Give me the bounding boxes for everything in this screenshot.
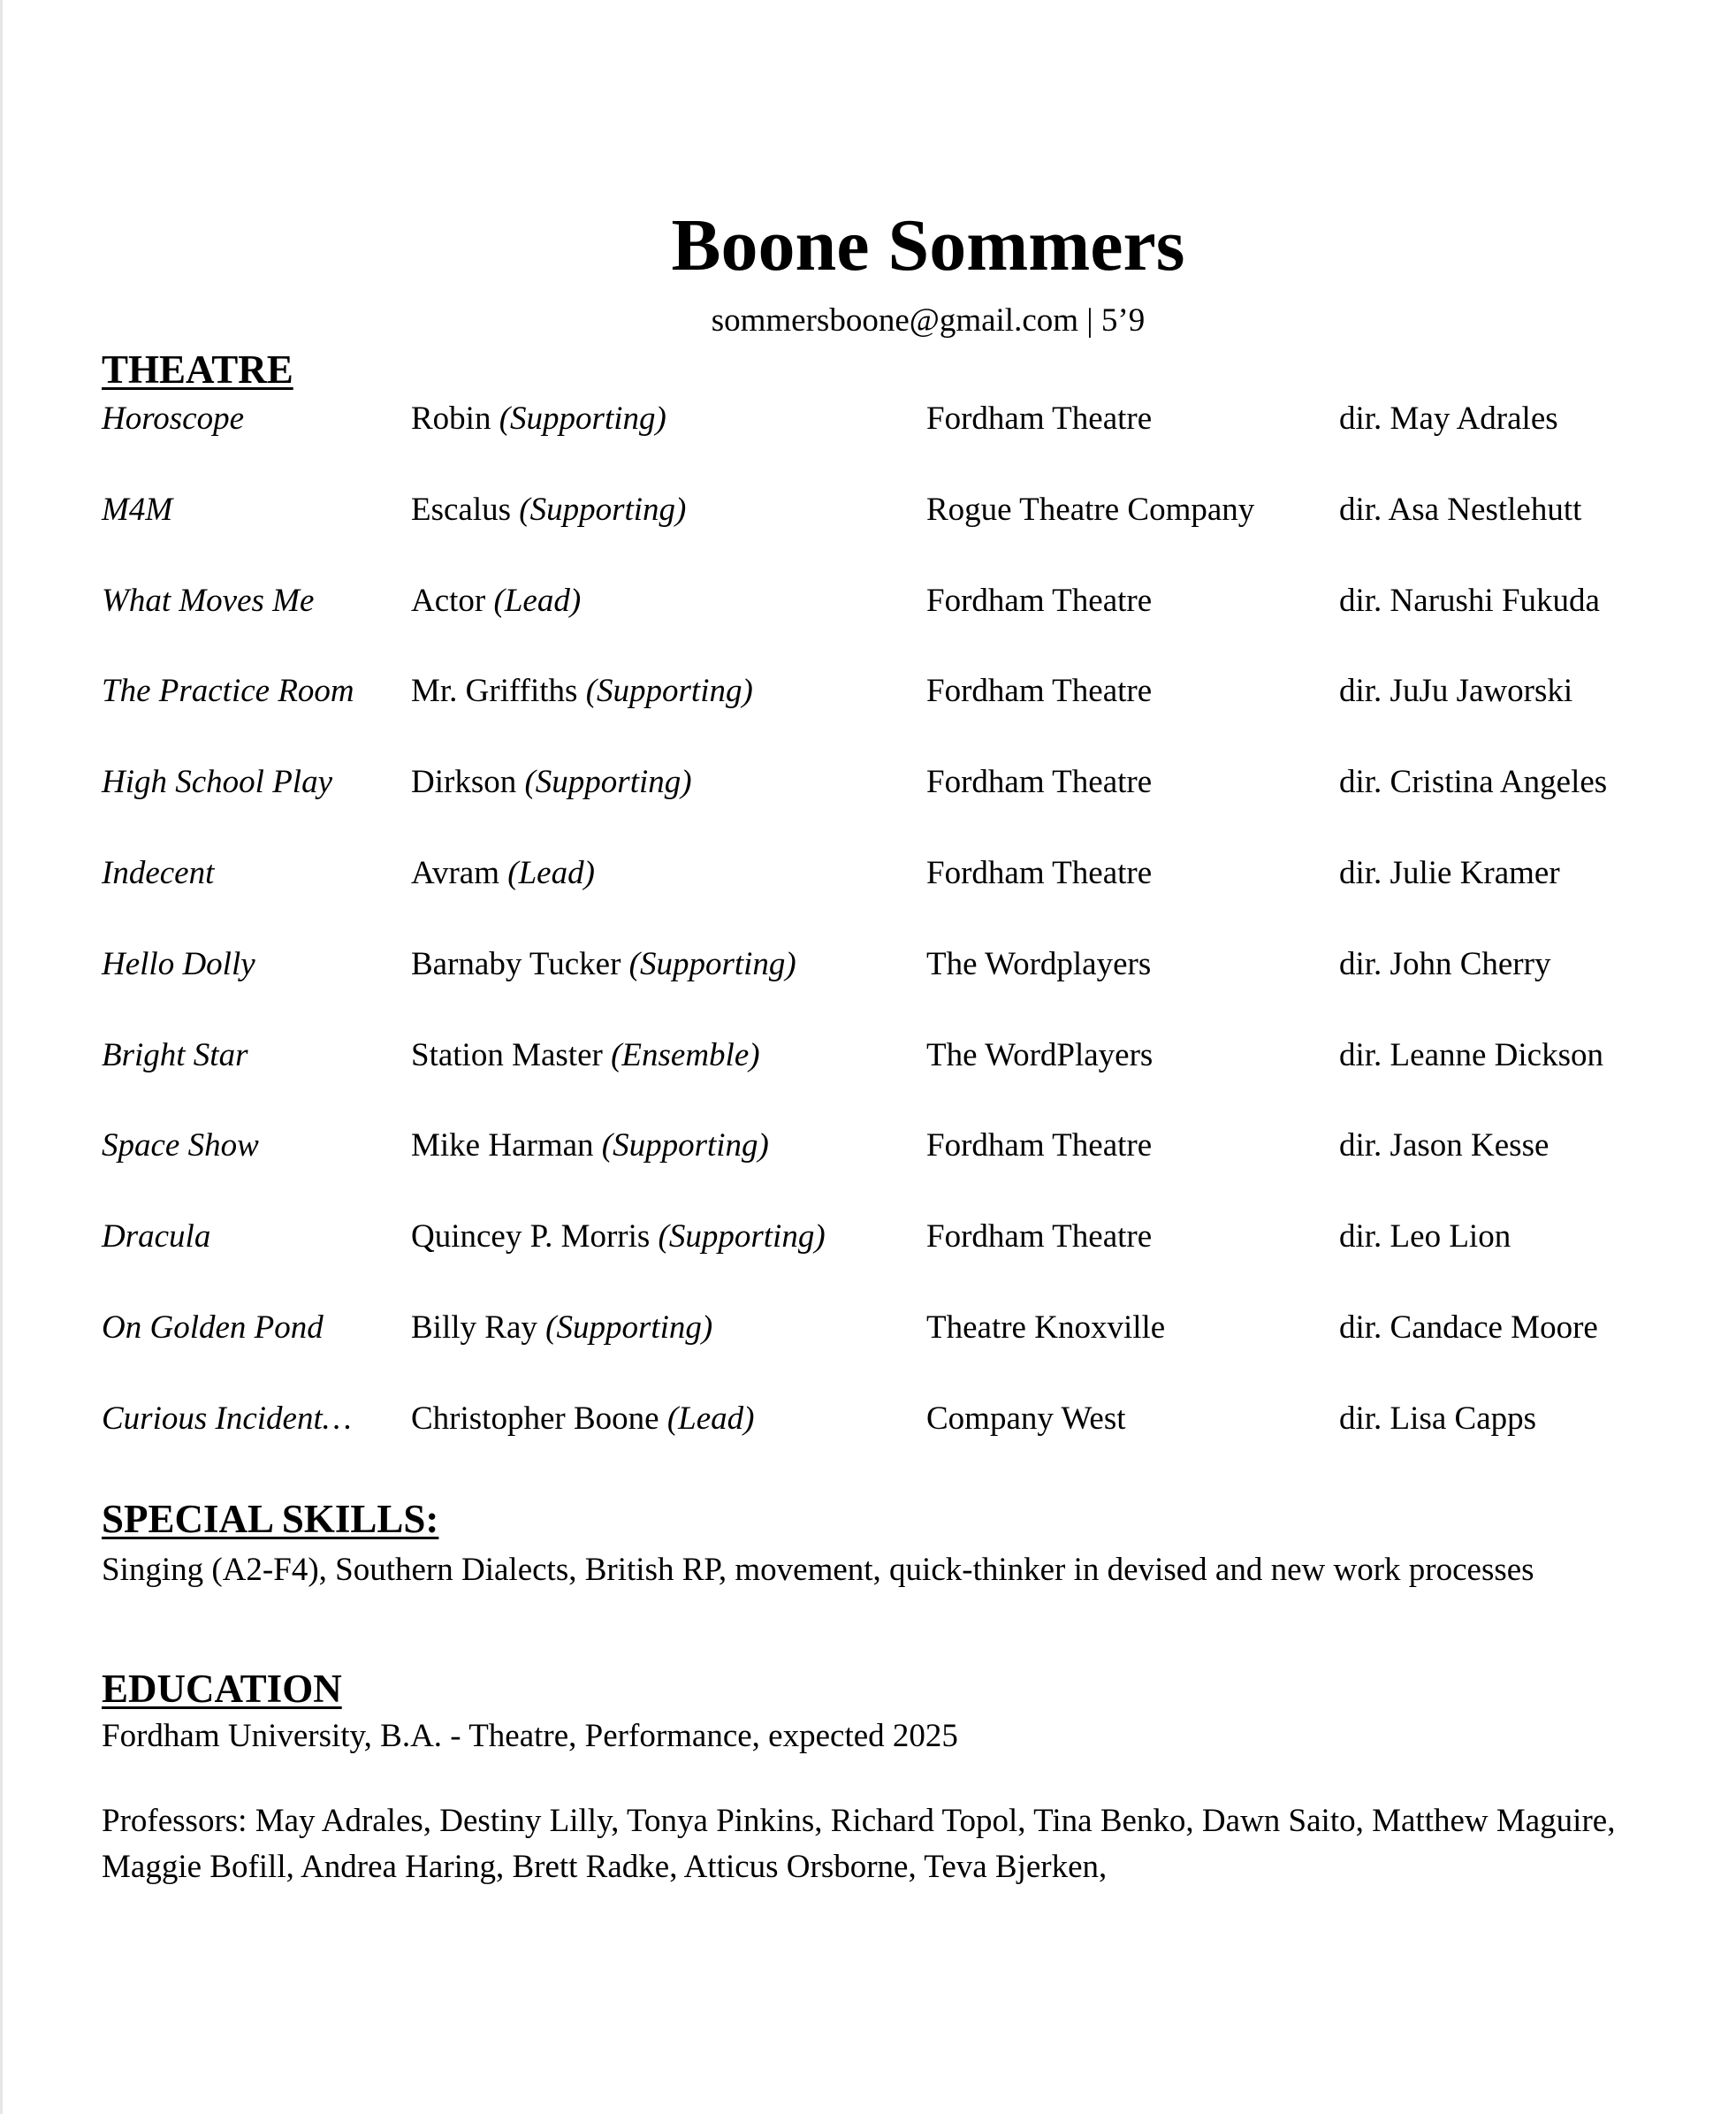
credit-role	[411, 667, 753, 716]
credit-role-name: Barnaby Tucker	[411, 945, 621, 982]
credit-show: Curious Incident…	[102, 1400, 352, 1437]
credit-role-name: Quincey P. Morris	[411, 1218, 651, 1255]
credit-venue: The Wordplayers	[926, 945, 1152, 982]
credit-role-type: (Supporting)	[628, 945, 796, 982]
credit-venue: Fordham Theatre	[926, 582, 1153, 619]
credit-director: dir. Narushi Fukuda	[1339, 582, 1600, 619]
credit-director: dir. JuJu Jaworski	[1339, 673, 1573, 710]
credit-show: What Moves Me	[102, 582, 315, 619]
credit-venue: Fordham Theatre	[926, 764, 1153, 801]
credit-role	[411, 1212, 826, 1262]
credit-row	[102, 1394, 1710, 1485]
professors-line-1: Professors: May Adrales, Destiny Lilly, Tonya Pinkins, Richard Topol, Tina Benko, Dawn Saito, Matthew Maguire,	[102, 1803, 1616, 1839]
credit-director: dir. Lisa Capps	[1339, 1400, 1537, 1437]
credit-venue: Fordham Theatre	[926, 1127, 1153, 1164]
credit-role-type: (Supporting)	[585, 673, 753, 710]
credit-role-name: Station Master	[411, 1036, 603, 1073]
credit-role-type: (Supporting)	[601, 1127, 769, 1164]
credit-director: dir. Julie Kramer	[1339, 854, 1560, 891]
credit-row	[102, 849, 1710, 940]
credit-role-name: Billy Ray	[411, 1309, 537, 1346]
credit-row	[102, 1121, 1710, 1212]
credit-row	[102, 758, 1710, 849]
resume-name: Boone Sommers	[671, 204, 1185, 286]
credit-role	[411, 1031, 760, 1080]
credit-show: Horoscope	[102, 401, 244, 437]
credit-role-type: (Ensemble)	[611, 1036, 760, 1073]
credit-role-type: (Supporting)	[658, 1218, 826, 1255]
special-skills-text: Singing (A2-F4), Southern Dialects, British RP, movement, quick-thinker in devised and new work processes	[102, 1552, 1534, 1588]
credit-show: Space Show	[102, 1127, 259, 1164]
theatre-credits-table	[102, 394, 1710, 1485]
credit-role-type: (Supporting)	[499, 401, 666, 437]
credit-role	[411, 758, 692, 807]
credit-row	[102, 576, 1710, 668]
credit-show: Hello Dolly	[102, 945, 255, 982]
credit-role	[411, 394, 666, 444]
credit-venue: Company West	[926, 1400, 1126, 1437]
credit-role-name: Mr. Griffiths	[411, 673, 578, 710]
credit-role-name: Robin	[411, 401, 491, 437]
credit-role-type: (Lead)	[493, 582, 582, 619]
credit-role-type: (Lead)	[507, 854, 595, 891]
credit-role	[411, 940, 796, 989]
credit-role-name: Christopher Boone	[411, 1400, 659, 1437]
credit-director: dir. John Cherry	[1339, 945, 1551, 982]
theatre-heading: THEATRE	[102, 347, 293, 392]
credit-show: Bright Star	[102, 1036, 248, 1073]
credit-role-type: (Supporting)	[519, 491, 687, 528]
credit-show: Dracula	[102, 1218, 211, 1255]
credit-role	[411, 1394, 754, 1444]
credit-role	[411, 485, 686, 535]
credit-show: Indecent	[102, 854, 215, 891]
credit-role-type: (Lead)	[666, 1400, 755, 1437]
credit-role-type: (Supporting)	[545, 1309, 713, 1346]
credit-row	[102, 485, 1710, 576]
credit-role-name: Actor	[411, 582, 486, 619]
credit-role	[411, 576, 581, 626]
credit-venue: Rogue Theatre Company	[926, 491, 1255, 528]
credit-role	[411, 1121, 769, 1171]
credit-director: dir. Jason Kesse	[1339, 1127, 1549, 1164]
credit-show: On Golden Pond	[102, 1309, 324, 1346]
credit-row	[102, 1031, 1710, 1122]
credit-venue: Theatre Knoxville	[926, 1309, 1166, 1346]
credit-row	[102, 1212, 1710, 1303]
credit-venue: The WordPlayers	[926, 1036, 1154, 1073]
credit-director: dir. May Adrales	[1339, 401, 1558, 437]
credit-row	[102, 667, 1710, 758]
credit-role-name: Escalus	[411, 491, 512, 528]
credit-show: The Practice Room	[102, 673, 354, 710]
credit-row	[102, 394, 1710, 485]
contact-line: sommersboone@gmail.com | 5’9	[711, 302, 1146, 339]
credit-role-name: Dirkson	[411, 764, 517, 801]
credit-venue: Fordham Theatre	[926, 401, 1153, 437]
credit-row	[102, 940, 1710, 1031]
credit-director: dir. Asa Nestlehutt	[1339, 491, 1582, 528]
credit-role-type: (Supporting)	[524, 764, 692, 801]
credit-show: M4M	[102, 491, 173, 528]
professors-line-2: Maggie Bofill, Andrea Haring, Brett Radke, Atticus Orsborne, Teva Bjerken,	[102, 1849, 1108, 1885]
education-heading: EDUCATION	[102, 1667, 342, 1711]
credit-show: High School Play	[102, 764, 333, 801]
credit-venue: Fordham Theatre	[926, 1218, 1153, 1255]
credit-director: dir. Cristina Angeles	[1339, 764, 1608, 801]
credit-venue: Fordham Theatre	[926, 854, 1153, 891]
credit-director: dir. Leanne Dickson	[1339, 1036, 1603, 1073]
special-skills-heading: SPECIAL SKILLS:	[102, 1497, 439, 1541]
credit-role	[411, 1303, 712, 1353]
credit-role-name: Mike Harman	[411, 1127, 594, 1164]
education-degree: Fordham University, B.A. - Theatre, Performance, expected 2025	[102, 1718, 958, 1754]
credit-role-name: Avram	[411, 854, 499, 891]
credit-director: dir. Candace Moore	[1339, 1309, 1598, 1346]
credit-row	[102, 1303, 1710, 1394]
credit-venue: Fordham Theatre	[926, 673, 1153, 710]
credit-role	[411, 849, 595, 898]
credit-director: dir. Leo Lion	[1339, 1218, 1511, 1255]
